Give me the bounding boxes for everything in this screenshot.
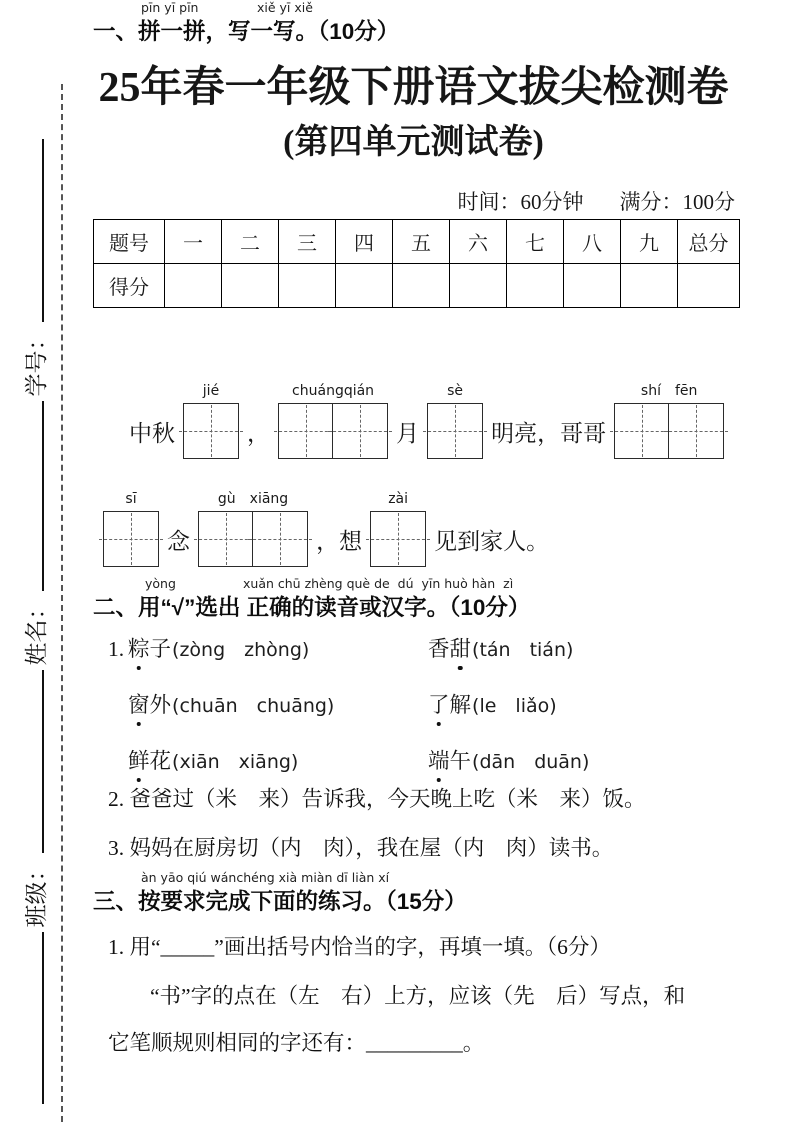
writing-grid-group bbox=[183, 383, 239, 459]
emphasized-character: 鲜 bbox=[128, 746, 150, 776]
question-column-header: 八 bbox=[564, 220, 621, 264]
writing-grid-group bbox=[198, 491, 308, 567]
score-table bbox=[93, 219, 740, 308]
word-choice-row bbox=[108, 690, 589, 721]
pinyin-options: (dān duān) bbox=[472, 751, 590, 773]
emphasized-character: 窗 bbox=[128, 690, 150, 720]
pinyin-label: xiě yī xiě bbox=[257, 0, 313, 15]
score-cell bbox=[336, 264, 393, 308]
pinyin-options: (xiān xiāng) bbox=[172, 751, 299, 773]
question-column-header: 总分 bbox=[678, 220, 740, 264]
character: 午 bbox=[449, 749, 472, 773]
class-fill-line bbox=[42, 933, 44, 1105]
word-with-options bbox=[128, 746, 428, 777]
pinyin-label: sè bbox=[447, 383, 464, 399]
character: 外 bbox=[149, 693, 172, 717]
score-cell bbox=[279, 264, 336, 308]
pinyin-label: àn yāo qiú wánchéng xià miàn dī liàn xí bbox=[141, 870, 390, 885]
writing-grid-row-2 bbox=[103, 491, 549, 567]
section-2-item-3: 3. 妈妈在厨房切（内 肉），我在屋（内 肉）读书。 bbox=[108, 836, 614, 860]
name-label: 姓名： bbox=[24, 596, 49, 666]
pinyin-label: xuǎn chū zhèng què de dú yīn huò hàn zì bbox=[243, 576, 514, 591]
full-score: 满分：100分 bbox=[619, 190, 735, 214]
section-3-pinyin bbox=[93, 870, 467, 887]
pinyin-label: jié bbox=[202, 383, 220, 399]
pinyin-options: (chuān chuāng) bbox=[172, 695, 335, 717]
section-3-heading bbox=[93, 870, 467, 917]
binding-dashed-line bbox=[61, 84, 63, 1122]
question-column-header: 七 bbox=[507, 220, 564, 264]
tianzige-cell bbox=[614, 403, 670, 459]
word-with-options bbox=[428, 634, 573, 665]
question-number-label: 题号 bbox=[94, 220, 165, 264]
tianzige-cell bbox=[427, 403, 483, 459]
character: 解 bbox=[449, 693, 472, 717]
question-column-header: 九 bbox=[621, 220, 678, 264]
pinyin-label: yòng bbox=[145, 576, 176, 591]
section-2-title: 二、用“√”选出 正确的读音或汉字。（10分） bbox=[93, 595, 531, 620]
writing-grid-group bbox=[103, 491, 159, 567]
section-2-pinyin bbox=[93, 576, 530, 593]
word-with-options bbox=[128, 634, 428, 665]
section-1-pinyin bbox=[93, 0, 399, 17]
pinyin-options: (zòng zhòng) bbox=[172, 639, 310, 661]
grid-row-text: 月 bbox=[396, 421, 420, 446]
word-choice-row bbox=[108, 634, 589, 665]
score-cell bbox=[450, 264, 507, 308]
writing-grid-row-1 bbox=[129, 383, 724, 459]
tianzige-cell bbox=[278, 403, 334, 459]
word-choice-row bbox=[108, 746, 589, 777]
word-with-options bbox=[128, 690, 428, 721]
character: 子 bbox=[149, 637, 172, 661]
word-with-options bbox=[428, 690, 557, 721]
character: 花 bbox=[149, 749, 172, 773]
grid-row-text: 念 bbox=[167, 529, 190, 554]
pinyin-label: shí fēn bbox=[640, 383, 698, 399]
grid-row-text: ，想 bbox=[316, 529, 363, 554]
score-cell bbox=[507, 264, 564, 308]
word-with-options bbox=[428, 746, 589, 777]
score-cell bbox=[393, 264, 450, 308]
section-3-item-1: 1. 用“_____”画出括号内恰当的字，再填一填。（6分） bbox=[108, 935, 611, 959]
question-column-header: 一 bbox=[165, 220, 222, 264]
exam-meta bbox=[458, 186, 736, 216]
tianzige-cell bbox=[198, 511, 254, 567]
question-column-header: 四 bbox=[336, 220, 393, 264]
pinyin-options: (le liǎo) bbox=[472, 695, 557, 717]
student-id-label: 学号： bbox=[24, 327, 49, 397]
score-cell bbox=[564, 264, 621, 308]
grid-row-text: 见到家人。 bbox=[434, 529, 550, 554]
class-label: 班级： bbox=[24, 858, 49, 928]
time-limit: 时间：60分钟 bbox=[457, 190, 584, 214]
pinyin-options: (tán tián) bbox=[472, 639, 574, 661]
tianzige-cell bbox=[183, 403, 239, 459]
emphasized-character: 端 bbox=[428, 746, 450, 776]
student-id-fill-line bbox=[42, 402, 44, 592]
question-column-header: 二 bbox=[222, 220, 279, 264]
grid-row-text: ， bbox=[247, 421, 270, 446]
character: 香 bbox=[428, 637, 450, 661]
question-column-header: 三 bbox=[279, 220, 336, 264]
grid-row-text: 中秋 bbox=[129, 421, 175, 446]
writing-grid-group bbox=[614, 383, 724, 459]
emphasized-character: 甜 bbox=[450, 634, 472, 664]
tianzige-cell bbox=[668, 403, 724, 459]
writing-grid-group bbox=[427, 383, 483, 459]
emphasized-character: 粽 bbox=[128, 634, 150, 664]
score-cell bbox=[222, 264, 279, 308]
writing-grid-group bbox=[370, 491, 426, 567]
emphasized-character: 了 bbox=[428, 690, 450, 720]
pinyin-label: gù xiāng bbox=[217, 491, 289, 507]
score-row-label: 得分 bbox=[94, 264, 165, 308]
tianzige-cell bbox=[103, 511, 159, 567]
pinyin-label: zài bbox=[388, 491, 409, 507]
section-2-item-2: 2. 爸爸过（米 来）告诉我，今天晚上吃（米 来）饭。 bbox=[108, 787, 646, 811]
grid-row-text: 明亮，哥哥 bbox=[491, 421, 607, 446]
pinyin-label: chuángqián bbox=[292, 383, 375, 399]
section-3-title: 三、按要求完成下面的练习。（15分） bbox=[93, 889, 467, 914]
item-number: 1. bbox=[108, 637, 125, 661]
top-fill-line bbox=[42, 140, 44, 323]
section-3-paragraph-2: 它笔顺规则相同的字还有：_________。 bbox=[108, 1031, 485, 1055]
section-1-heading bbox=[93, 0, 399, 47]
section-3-paragraph-1: “书”字的点在（左 右）上方，应该（先 后）写点，和 bbox=[150, 984, 686, 1008]
section-2-heading bbox=[93, 576, 530, 623]
section-1-title: 一、拼一拼，写一写。（10分） bbox=[93, 19, 400, 44]
student-info-strip bbox=[20, 122, 56, 1122]
writing-grid-group bbox=[278, 383, 388, 459]
tianzige-cell bbox=[252, 511, 308, 567]
question-column-header: 五 bbox=[393, 220, 450, 264]
question-column-header: 六 bbox=[450, 220, 507, 264]
tianzige-cell bbox=[370, 511, 426, 567]
page-subtitle: (第四单元测试卷) bbox=[283, 124, 544, 161]
name-fill-line bbox=[42, 671, 44, 854]
score-cell bbox=[621, 264, 678, 308]
pronunciation-choice-list bbox=[108, 634, 589, 777]
tianzige-cell bbox=[332, 403, 388, 459]
score-cell bbox=[165, 264, 222, 308]
pinyin-label: pīn yī pīn bbox=[141, 0, 199, 15]
page-title: 25年春一年级下册语文拔尖检测卷 bbox=[98, 65, 729, 111]
score-cell bbox=[678, 264, 740, 308]
pinyin-label: sī bbox=[125, 491, 137, 507]
